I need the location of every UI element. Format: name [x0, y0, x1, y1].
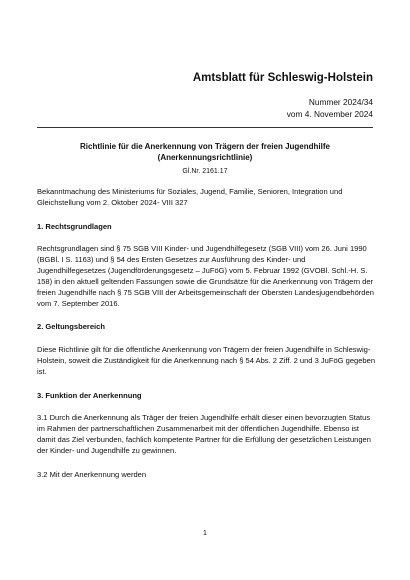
page-number: 1 [203, 530, 207, 537]
section-3-1-body: 3.1 Durch die Anerkennung als Träger der freien Jugendhilfe erhält dieser einen bevorzugten Status im Rahmen der partnerschaftlichen Zusammenarbeit mit der öffentlichen Jugendhilfe. Ebenso ist damit das Ziel verbunden, fachlich kompetente Partner für die Erfüllung der gesetzlichen Leistungen der Kinder- und Jugendhilfe zu gewinnen. [37, 413, 371, 455]
section-2-body: Diese Richtlinie gilt für die öffentliche Anerkennung von Trägern der freien Jugendhilfe in Schleswig-Holstein, soweit die Zuständigkeit für die Anerkennung nach § 54 Abs. 2 Ziff. 2 und 3 JuFöG gegeben ist. [37, 345, 376, 376]
section-3-2-start: 3.2 Mit der Anerkennung werden [37, 470, 147, 479]
issue-info [287, 97, 373, 120]
gl-number: Gl.Nr. 2161.17 [182, 168, 228, 175]
header-divider [37, 127, 373, 128]
section-3-heading: 3. Funktion der Anerkennung [37, 391, 142, 400]
section-1-body: Rechtsgrundlagen sind § 75 SGB VIII Kinder- und Jugendhilfegesetz (SGB VIII) vom 26. Juni 1990 (BGBl. I S. 1163) und § 54 des Ersten Gesetzes zur Ausführung des Kinder- und Jugendhilfegesetzes (Jugendförderungsgesetz – JuFöG) vom 5. Februar 1992 (GVOBl. Schl.-H. S. 158) in den aktuell geltenden Fassungen sowie die Grundsätze für die Anerkennung von Trägern der freien Jugendhilfe nach § 75 SGB VIII der Arbeitsgemeinschaft der Obersten Landesjugendbehörden vom 7. September 2016. [37, 244, 374, 308]
issue-number: Nummer 2024/34 [308, 97, 373, 107]
issue-date: vom 4. November 2024 [286, 108, 373, 119]
publisher-title: Amtsblatt für Schleswig-Holstein [192, 72, 373, 84]
document-title [37, 141, 373, 163]
section-1-heading: 1. Rechtsgrundlagen [37, 222, 112, 231]
document-title-line-1: Richtlinie für die Anerkennung von Trägern der freien Jugendhilfe [80, 142, 330, 151]
section-2-heading: 2. Geltungsbereich [37, 322, 105, 331]
document-title-line-2: (Anerkennungsrichtlinie) [157, 153, 253, 162]
intro-paragraph: Bekanntmachung des Ministeriums für Soziales, Jugend, Familie, Senioren, Integration und Gleichstellung vom 2. Oktober 2024- VIII 327 [37, 187, 343, 207]
